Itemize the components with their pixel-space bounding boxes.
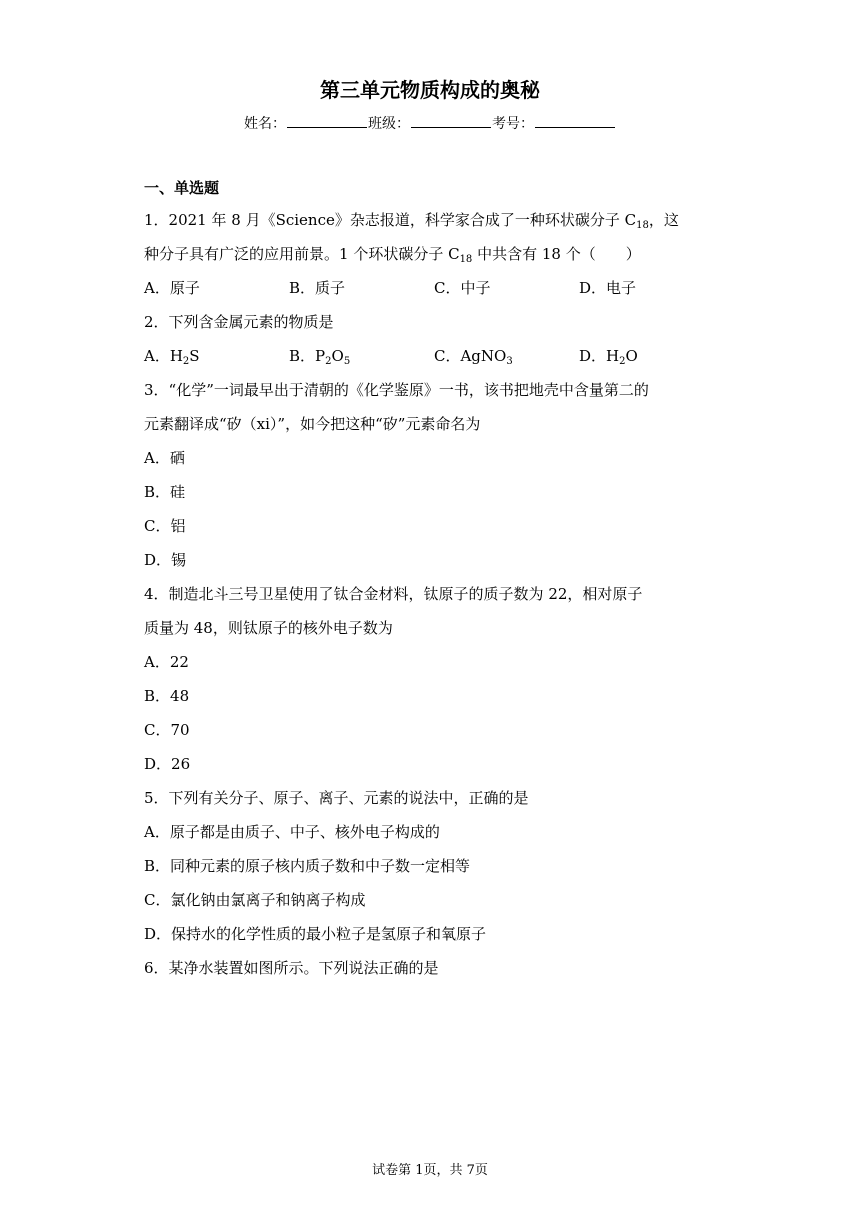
question-3-option-c[interactable]: C．铝 bbox=[144, 517, 186, 535]
question-3-option-a[interactable]: A．硒 bbox=[144, 449, 185, 467]
section-heading: 一、单选题 bbox=[144, 179, 220, 197]
exam-title: 第三单元物质构成的奥秘 bbox=[320, 78, 540, 102]
question-2-option-d[interactable]: D．$H_2O$ bbox=[579, 347, 638, 367]
question-4-option-a[interactable]: A．22 bbox=[144, 653, 189, 671]
question-6-text: 6．某净水装置如图所示。下列说法正确的是 bbox=[144, 959, 439, 977]
question-2-text: 2．下列含金属元素的物质是 bbox=[144, 313, 334, 331]
question-2-option-a[interactable]: A．$H_2S$ bbox=[144, 347, 200, 367]
question-1-line-2: 种分子具有广泛的应用前景。1 个环状碳分子 $C_{18}$ 中共含有 18 个（ ） bbox=[144, 245, 641, 265]
question-3-line-2: 元素翻译成“矽（xi）”，如今把这种“矽”元素命名为 bbox=[144, 415, 481, 433]
question-1-line-1: 1．2021 年 8 月《Science》杂志报道，科学家合成了一种环状碳分子 $C_{18}$，这 bbox=[144, 211, 679, 231]
question-5-option-c[interactable]: C．氯化钠由氯离子和钠离子构成 bbox=[144, 891, 366, 909]
question-3-option-b[interactable]: B．硅 bbox=[144, 483, 186, 501]
question-5-text: 5．下列有关分子、原子、离子、元素的说法中，正确的是 bbox=[144, 789, 529, 807]
question-5-option-d[interactable]: D．保持水的化学性质的最小粒子是氢原子和氧原子 bbox=[144, 925, 487, 943]
question-2-option-c[interactable]: C．AgNO$_3$ bbox=[434, 347, 513, 367]
page-footer: 试卷第 1页，共 7页 bbox=[372, 1163, 488, 1178]
question-4-option-d[interactable]: D．26 bbox=[144, 755, 191, 773]
name-blank[interactable] bbox=[287, 113, 367, 128]
question-3-option-d[interactable]: D．锡 bbox=[144, 551, 187, 569]
question-4-option-c[interactable]: C．70 bbox=[144, 721, 190, 739]
question-4-option-b[interactable]: B．48 bbox=[144, 687, 190, 705]
question-1-option-c[interactable]: C．中子 bbox=[434, 279, 491, 297]
exam-number-label: 考号： bbox=[492, 116, 534, 132]
question-1-options bbox=[144, 271, 724, 305]
question-5-option-b[interactable]: B．同种元素的原子核内质子数和中子数一定相等 bbox=[144, 857, 471, 875]
question-1-option-b[interactable]: B．质子 bbox=[289, 279, 346, 297]
question-3-line-1: 3．“化学”一词最早出于清朝的《化学鉴原》一书，该书把地壳中含量第二的 bbox=[144, 381, 649, 399]
name-label: 姓名： bbox=[244, 116, 286, 132]
question-4-line-1: 4．制造北斗三号卫星使用了钛合金材料，钛原子的质子数为 22，相对原子 bbox=[144, 585, 643, 603]
exam-number-blank[interactable] bbox=[535, 113, 615, 128]
question-2-options bbox=[144, 339, 724, 373]
student-info-line bbox=[0, 113, 860, 134]
question-5-option-a[interactable]: A．原子都是由质子、中子、核外电子构成的 bbox=[144, 823, 440, 841]
question-2-option-b[interactable]: B．$P_2O_5$ bbox=[289, 347, 351, 367]
question-list bbox=[144, 173, 724, 985]
question-1-option-a[interactable]: A．原子 bbox=[144, 279, 200, 297]
class-label: 班级： bbox=[368, 116, 410, 132]
class-blank[interactable] bbox=[411, 113, 491, 128]
question-1-option-d[interactable]: D．电子 bbox=[579, 279, 637, 297]
question-4-line-2: 质量为 48，则钛原子的核外电子数为 bbox=[144, 619, 393, 637]
